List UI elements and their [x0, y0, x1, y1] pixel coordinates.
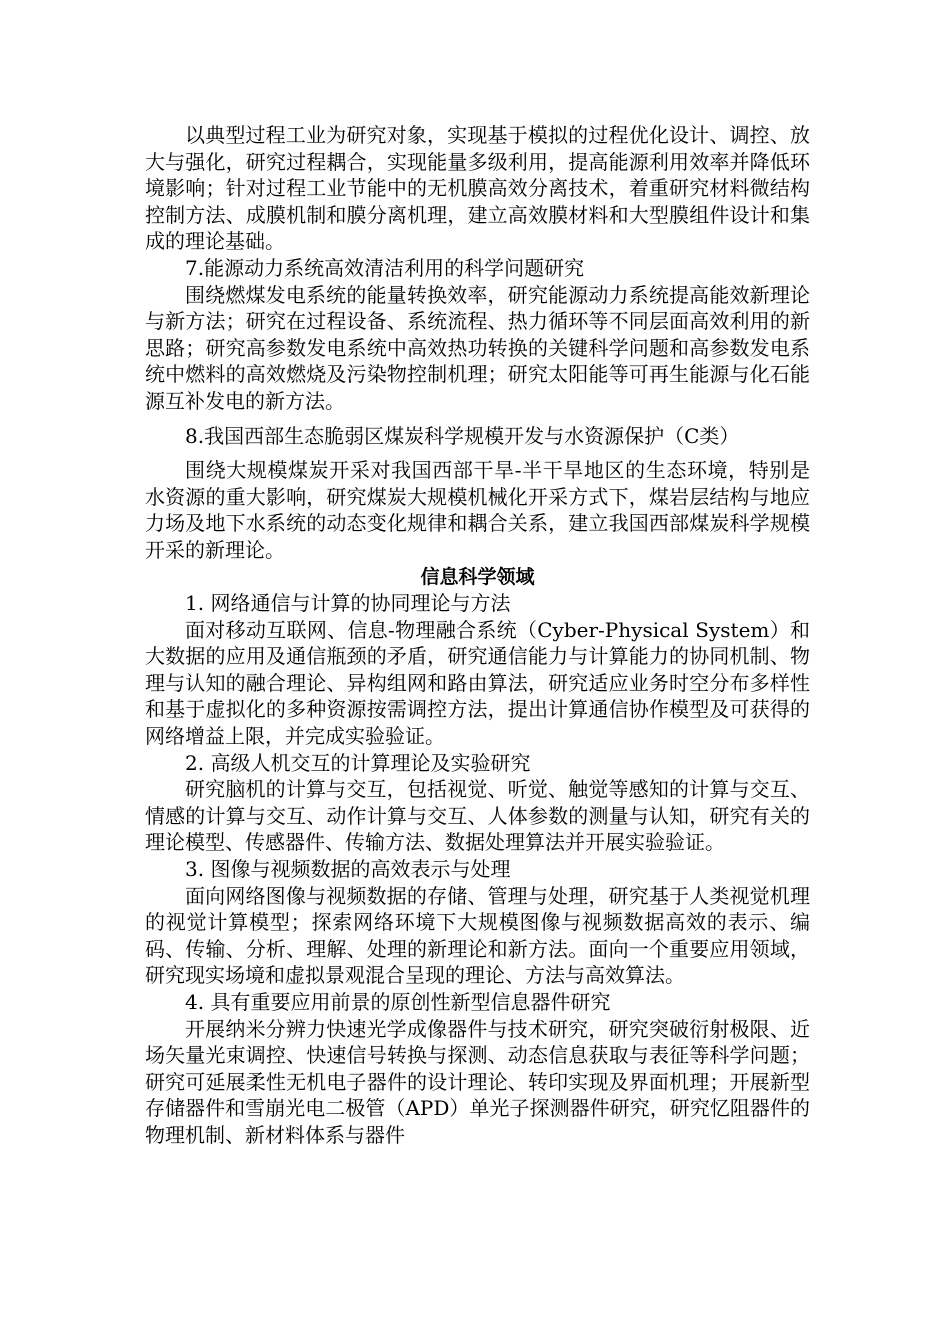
paragraph-network-computing: 面对移动互联网、信息-物理融合系统（Cyber-Physical System）和大数据的应用及通信瓶颈的矛盾，研究通信能力与计算能力的协同机制、物理与认知的融合理论、异构组网和路由算法，研究适应业务时空分布多样性和基于虚拟化的多种资源按需调控方法，提出计算通信协作模型及可获得的网络增益上限，并完成实验验证。: [145, 617, 810, 749]
heading-information-devices: 4. 具有重要应用前景的原创性新型信息器件研究: [185, 990, 611, 1014]
paragraph-image-video-data: 面向网络图像与视频数据的存储、管理与处理，研究基于人类视觉机理的视觉计算模型；探索网络环境下大规模图像与视频数据高效的表示、编码、传输、分析、理解、处理的新理论和新方法。面向一个重要应用领域，研究现实场境和虚拟景观混合呈现的理论、方法与高效算法。: [145, 883, 810, 988]
paragraph-energy-power-systems: 围绕燃煤发电系统的能量转换效率，研究能源动力系统提高能效新理论与新方法；研究在过程设备、系统流程、热力循环等不同层面高效利用的新思路；研究高参数发电系统中高效热功转换的关键科学问题和高参数发电系统中燃料的高效燃烧及污染物控制机理；研究太阳能等可再生能源与化石能源互补发电的新方法。: [145, 282, 810, 413]
paragraph-information-devices: 开展纳米分辨力快速光学成像器件与技术研究，研究突破衍射极限、近场矢量光束调控、快速信号转换与探测、动态信息获取与表征等科学问题；研究可延展柔性无机电子器件的设计理论、转印实现及界面机理；开展新型存储器件和雪崩光电二极管（APD）单光子探测器件研究，研究忆阻器件的物理机制、新材料体系与器件: [145, 1016, 810, 1147]
paragraph-human-computer-interaction: 研究脑机的计算与交互，包括视觉、听觉、触觉等感知的计算与交互、情感的计算与交互、动作计算与交互、人体参数的测量与认知，研究有关的理论模型、传感器件、传输方法、数据处理算法并开展实验验证。: [145, 777, 810, 855]
heading-network-computing: 1. 网络通信与计算的协同理论与方法: [185, 591, 511, 616]
heading-human-computer-interaction: 2. 高级人机交互的计算理论及实验研究: [185, 750, 531, 775]
heading-energy-power-systems: 7.能源动力系统高效清洁利用的科学问题研究: [185, 255, 585, 280]
paragraph-western-coal: 围绕大规模煤炭开采对我国西部干旱-半干旱地区的生态环境，特别是水资源的重大影响，研究煤炭大规模机械化开采方式下，煤岩层结构与地应力场及地下水系统的动态变化规律和耦合关系，建立我国西部煤炭科学规模开采的新理论。: [145, 458, 810, 562]
heading-western-coal: 8.我国西部生态脆弱区煤炭科学规模开发与水资源保护（C类）: [185, 423, 740, 448]
paragraph-process-industry: 以典型过程工业为研究对象，实现基于模拟的过程优化设计、调控、放大与强化，研究过程耦合，实现能量多级利用，提高能源利用效率并降低环境影响；针对过程工业节能中的无机膜高效分离技术，着重研究材料微结构控制方法、成膜机制和膜分离机理，建立高效膜材料和大型膜组件设计和集成的理论基础。: [145, 123, 810, 254]
section-title-information-science: 信息科学领域: [420, 565, 535, 588]
heading-image-video-data: 3. 图像与视频数据的高效表示与处理: [185, 857, 511, 882]
document-page: [145, 122, 810, 1149]
